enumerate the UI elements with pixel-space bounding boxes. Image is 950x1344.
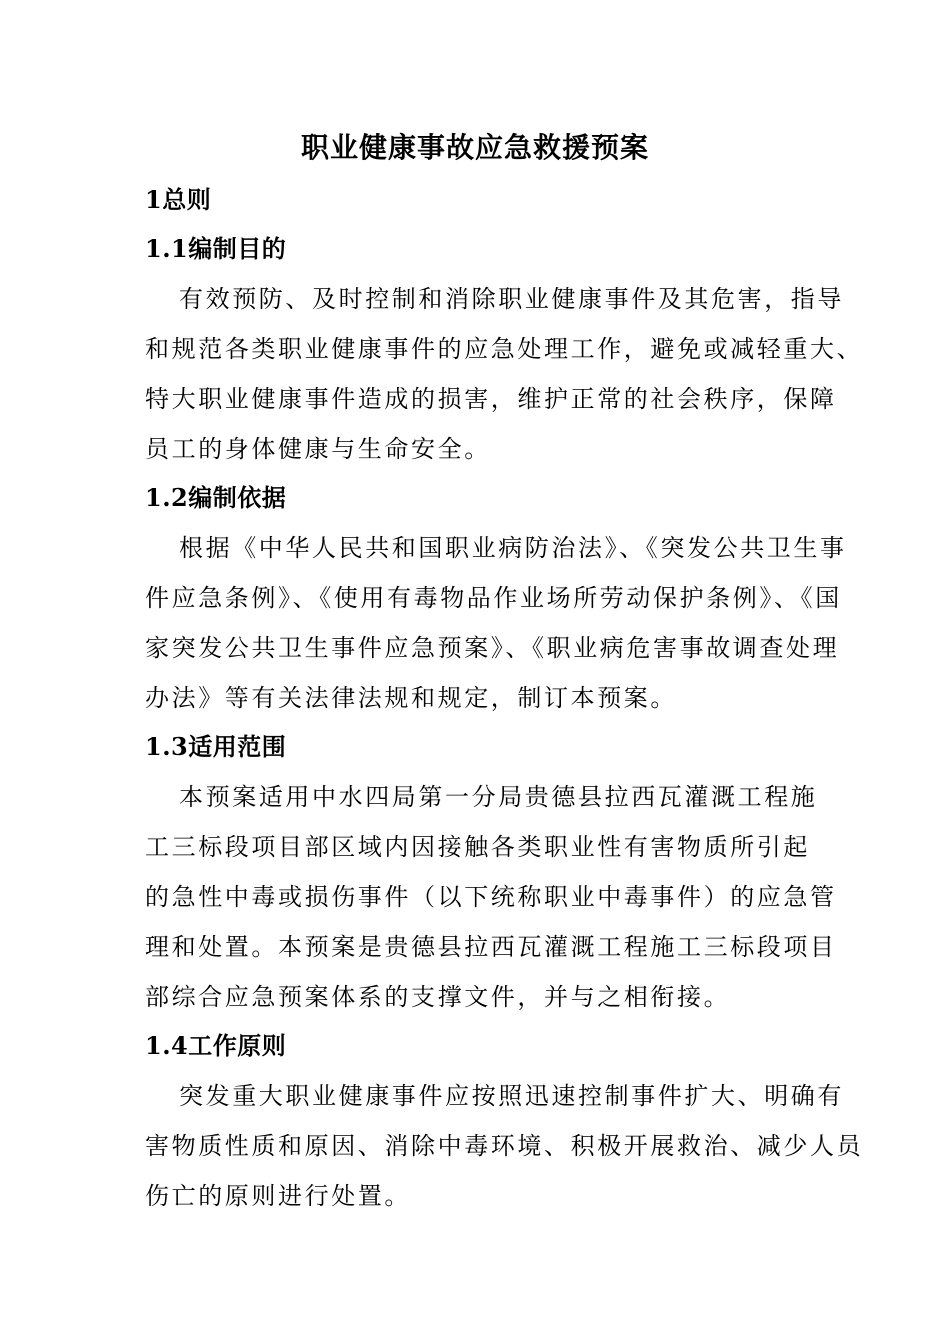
paragraph-line: 部综合应急预案体系的支撑文件，并与之相衔接。 (145, 983, 731, 1011)
section-heading-scope: 1.3适用范围 (145, 732, 287, 761)
paragraph-line: 办法》等有关法律法规和规定，制订本预案。 (145, 684, 677, 712)
paragraph-line: 件应急条例》、《使用有毒物品作业场所劳动保护条例》、《国 (145, 584, 842, 612)
paragraph-line: 本预案适用中水四局第一分局贵德县拉西瓦灌溉工程施 (179, 783, 818, 811)
paragraph-purpose (145, 274, 864, 474)
section-heading-purpose: 1.1编制目的 (145, 234, 287, 263)
section-heading-basis: 1.2编制依据 (145, 483, 287, 512)
paragraph-line: 伤亡的原则进行处置。 (145, 1182, 411, 1210)
paragraph-line: 员工的身体健康与生命安全。 (145, 435, 491, 463)
section-heading-general: 1总则 (145, 185, 212, 214)
paragraph-line: 理和处置。本预案是贵德县拉西瓦灌溉工程施工三标段项目 (145, 933, 837, 961)
paragraph-line: 突发重大职业健康事件应按照迅速控制事件扩大、明确有 (179, 1082, 844, 1110)
paragraph-line: 家突发公共卫生事件应急预案》、《职业病危害事故调查处理 (145, 634, 840, 662)
paragraph-line: 有效预防、及时控制和消除职业健康事件及其危害，指导 (179, 285, 844, 313)
paragraph-scope (145, 772, 837, 1022)
paragraph-principles (145, 1071, 864, 1221)
paragraph-line: 和规范各类职业健康事件的应急处理工作，避免或减轻重大、 (145, 335, 864, 363)
paragraph-line: 的急性中毒或损伤事件（以下统称职业中毒事件）的应急管 (145, 883, 837, 911)
paragraph-line: 害物质性质和原因、消除中毒环境、积极开展救治、减少人员 (145, 1132, 864, 1160)
section-heading-principles: 1.4工作原则 (145, 1031, 287, 1060)
document-title: 职业健康事故应急救援预案 (300, 131, 649, 164)
paragraph-line: 根据《中华人民共和国职业病防治法》、《突发公共卫生事 (179, 534, 847, 562)
paragraph-line: 工三标段项目部区域内因接触各类职业性有害物质所引起 (145, 833, 810, 861)
paragraph-line: 特大职业健康事件造成的损害，维护正常的社会秩序，保障 (145, 385, 837, 413)
paragraph-basis (145, 523, 847, 723)
